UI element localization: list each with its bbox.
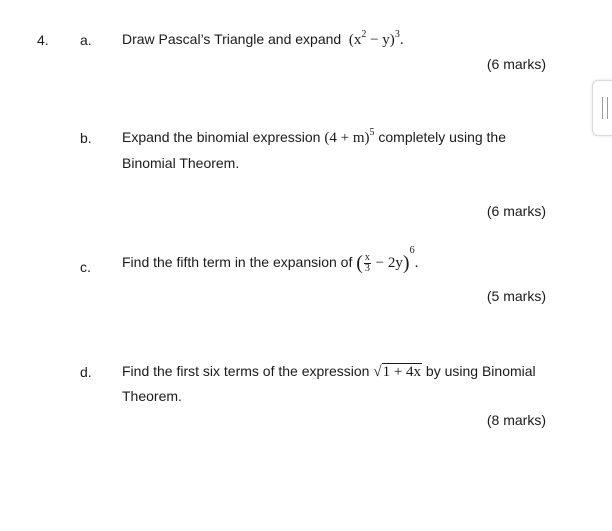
part-d-line2: Theorem. (122, 388, 182, 404)
part-b-label: b. (80, 130, 92, 146)
radical-sign-icon: √ (373, 364, 382, 380)
part-b-text (122, 129, 506, 147)
question-number: 4. (37, 32, 49, 48)
part-b-marks: (6 marks) (486, 203, 546, 219)
part-b-expression: $(4 + m)^5$ (324, 127, 375, 146)
part-c-text (122, 245, 419, 275)
part-a-marks: (6 marks) (486, 56, 546, 72)
part-a-text (122, 31, 404, 49)
part-c-marks: (5 marks) (486, 288, 546, 304)
part-c-prompt: Find the fifth term in the expansion of (122, 254, 353, 270)
part-c-label: c. (80, 259, 91, 275)
part-b-prompt: Expand the binomial expression (122, 129, 321, 145)
part-d-prompt: Find the first six terms of the expression (122, 363, 370, 379)
part-c-fraction: $\frac{x}{3}$ (364, 252, 370, 275)
part-d-marks: (8 marks) (486, 412, 546, 428)
part-a-expression: $(x^2 - y)^3$. (348, 29, 404, 48)
part-a-label: a. (80, 32, 92, 48)
part-b-line2: Binomial Theorem. (122, 155, 240, 171)
handle-grip-line (607, 97, 608, 119)
part-a-prompt: Draw Pascal’s Triangle and expand (122, 31, 342, 47)
side-drag-handle[interactable] (592, 80, 612, 136)
part-c-expression: ( $\frac{x}{3}$ − 2y)$^6$. (356, 245, 419, 275)
handle-grip-icon (602, 97, 603, 119)
part-d-label: d. (80, 364, 92, 380)
part-b-prompt-cont: completely using the (374, 129, 507, 145)
part-d-text (122, 363, 536, 381)
part-d-radical: √1 + 4x (373, 364, 422, 380)
part-d-prompt-cont: by using Binomial (422, 363, 536, 379)
